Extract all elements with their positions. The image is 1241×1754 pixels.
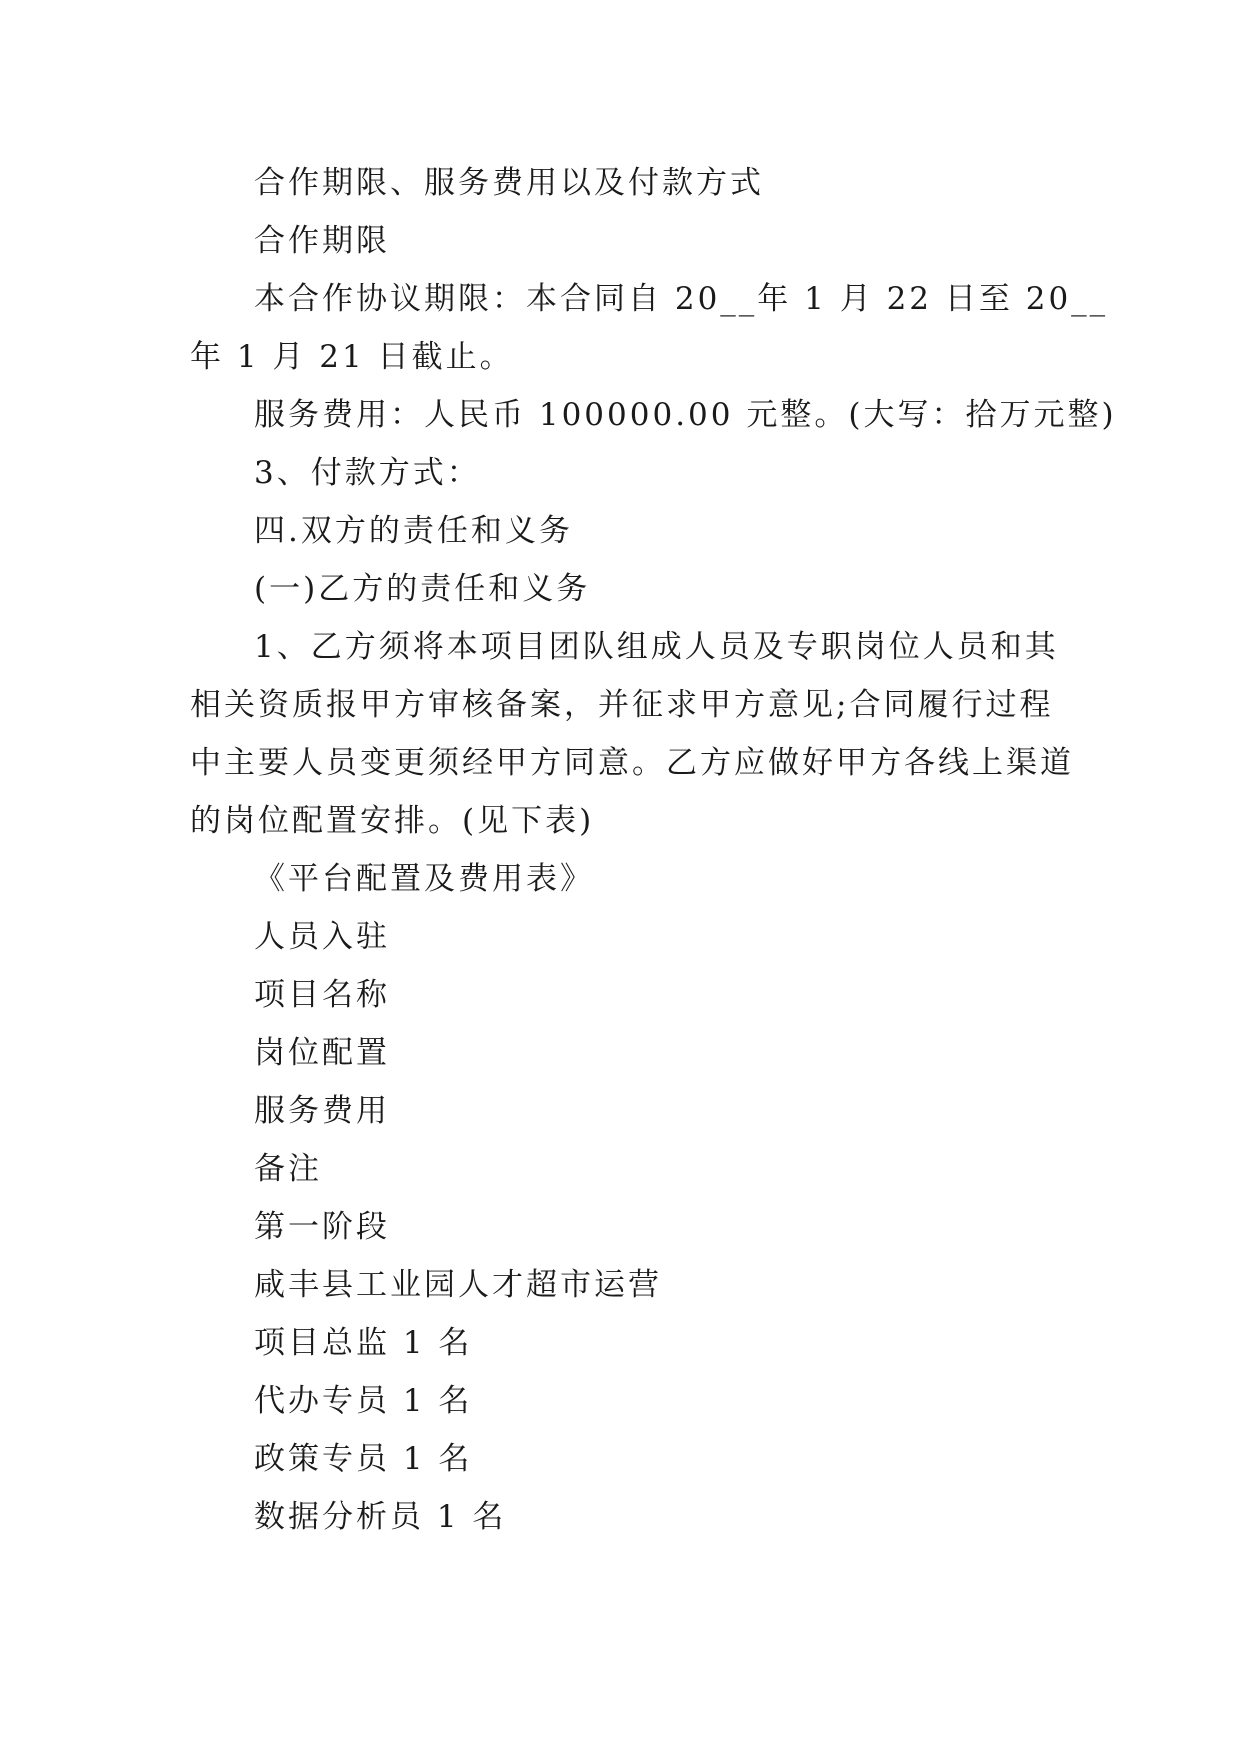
section-heading-responsibilities: 四.双方的责任和义务 [254,513,573,549]
clause-1-line-4: 的岗位配置安排。(见下表) [190,803,595,839]
table-cell-position-analyst: 数据分析员 1 名 [254,1499,507,1535]
table-header-fee: 服务费用 [254,1093,390,1129]
section-heading-term-fees-payment: 合作期限、服务费用以及付款方式 [254,165,764,201]
table-cell-staffing: 人员入驻 [254,919,390,955]
subheading-term: 合作期限 [254,223,390,259]
table-cell-project: 咸丰县工业园人才超市运营 [254,1267,662,1303]
document-body [190,154,1117,1546]
table-title: 《平台配置及费用表》 [254,861,594,897]
clause-1-line-3: 中主要人员变更须经甲方同意。乙方应做好甲方各线上渠道 [190,745,1074,781]
table-header-position: 岗位配置 [254,1035,390,1071]
table-header-project-name: 项目名称 [254,977,390,1013]
table-cell-phase-1: 第一阶段 [254,1209,390,1245]
subheading-party-b-responsibilities: (一)乙方的责任和义务 [254,571,591,607]
clause-1-line-1: 1、乙方须将本项目团队组成人员及专职岗位人员和其 [254,629,1059,665]
clause-1-line-2: 相关资质报甲方审核备案，并征求甲方意见;合同履行过程 [190,687,1054,723]
table-cell-position-policy: 政策专员 1 名 [254,1441,473,1477]
service-fee-text: 服务费用：人民币 100000.00 元整。(大写：拾万元整) [254,397,1117,433]
table-cell-position-director: 项目总监 1 名 [254,1325,473,1361]
table-cell-position-agent: 代办专员 1 名 [254,1383,473,1419]
payment-method-heading: 3、付款方式： [254,455,481,491]
term-text-line-1: 本合作协议期限：本合同自 20__年 1 月 22 日至 20__ [254,281,1109,317]
table-header-remarks: 备注 [254,1151,322,1187]
term-text-line-2: 年 1 月 21 日截止。 [190,339,514,375]
